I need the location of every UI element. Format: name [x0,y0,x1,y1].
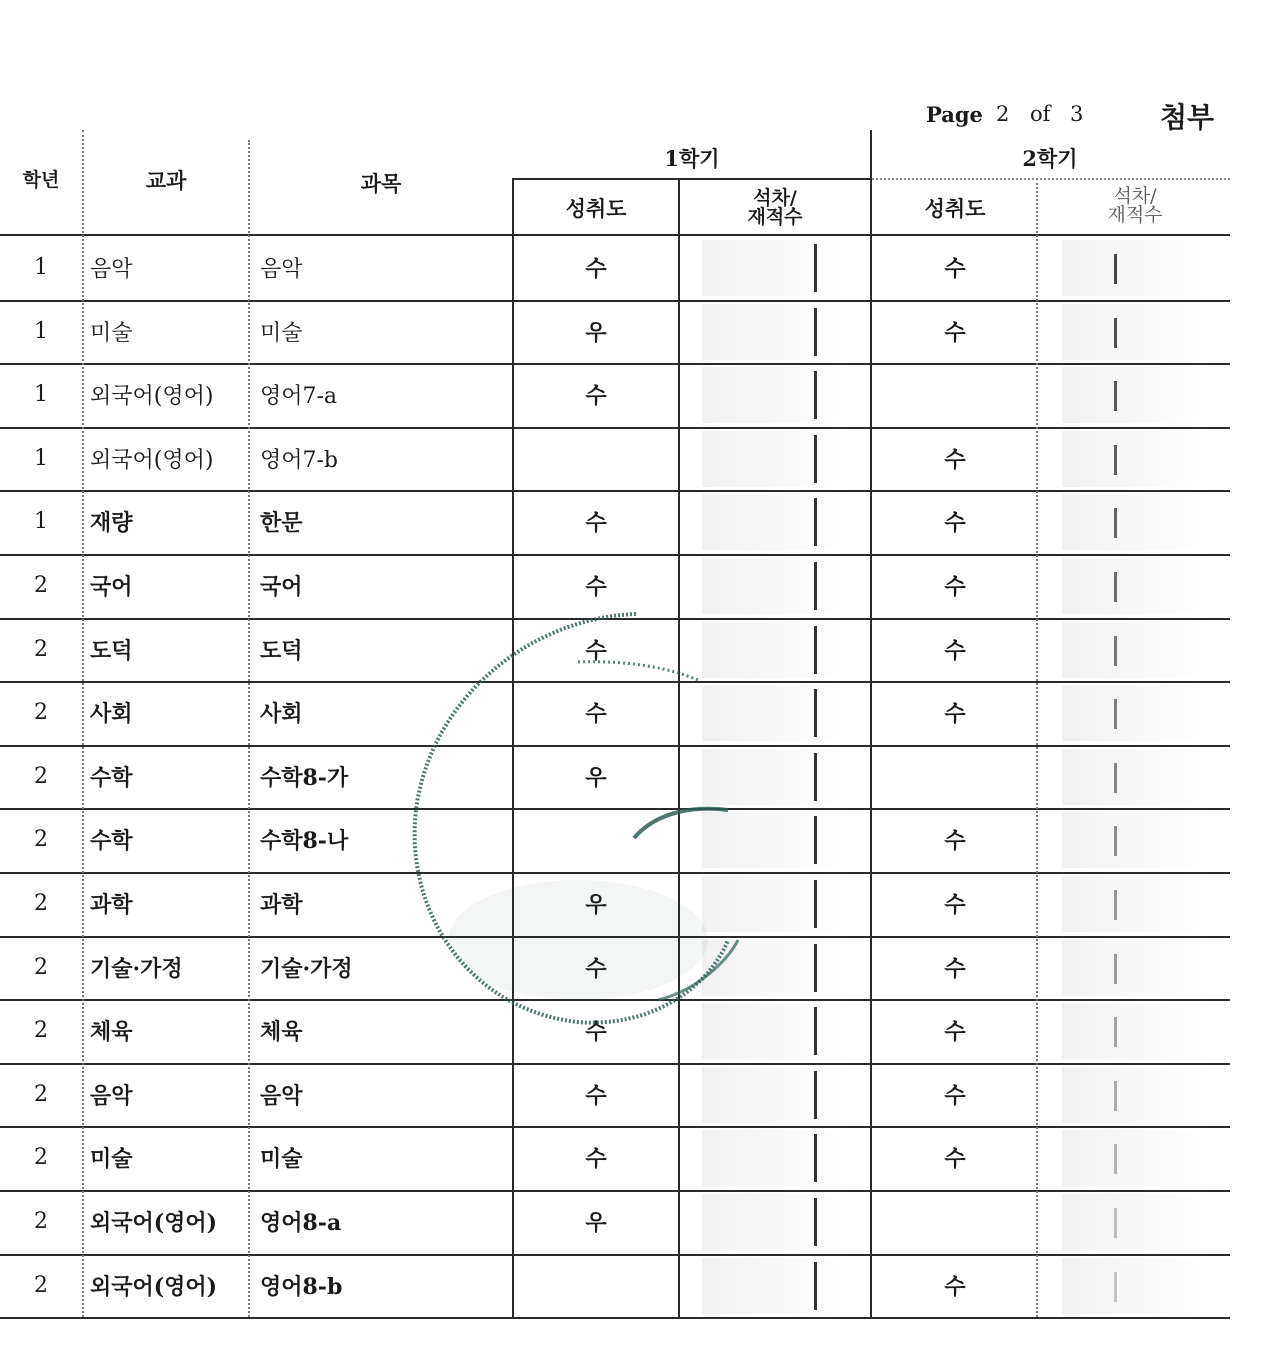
rule-col-grade [82,130,84,1317]
redacted-rank-sem2 [1062,1194,1212,1250]
redacted-rank-sem1 [702,685,852,741]
redaction-mark [814,1198,817,1246]
cell-sem1-achievement: 수 [585,510,607,537]
redaction-mark [1114,1017,1117,1047]
redaction-mark [814,371,817,419]
redacted-rank-sem2 [1062,749,1212,805]
rule-sem2-top [872,178,1230,180]
cell-category: 체육 [90,1019,133,1046]
cell-grade: 2 [34,827,48,853]
header-sem1-rank [680,180,870,236]
cell-subject: 국어 [260,574,303,601]
redacted-rank-sem1 [702,876,852,932]
cell-sem2-achievement: 수 [944,1274,966,1301]
redaction-mark [814,1262,817,1310]
redacted-rank-sem1 [702,1003,852,1059]
cell-category: 국어 [90,574,133,601]
header-sem2-rank-line1: 석차/ [1113,185,1157,207]
cell-subject: 영어8-a [260,1210,342,1237]
redacted-rank-sem1 [702,1130,852,1186]
cell-sem1-achievement: 수 [585,383,607,410]
page-current: 2 [996,102,1010,126]
redaction-mark [1114,445,1117,475]
cell-subject: 영어7-b [260,448,339,474]
redacted-rank-sem2 [1062,812,1212,868]
cell-sem2-achievement: 수 [944,447,966,474]
redacted-rank-sem2 [1062,240,1212,296]
redacted-rank-sem1 [702,494,852,550]
cell-grade: 1 [34,382,48,408]
page-label: Page [926,102,983,127]
cell-category: 음악 [90,257,133,283]
redaction-mark [814,944,817,992]
cell-subject: 음악 [260,257,303,283]
rule-col-sem1-achievement [678,178,680,1317]
header-subject: 과목 [360,170,402,196]
cell-subject: 미술 [260,321,303,347]
cell-category: 외국어(영어) [90,1274,218,1301]
cell-sem2-achievement: 수 [944,320,966,347]
redacted-rank-sem2 [1062,558,1212,614]
cell-sem2-achievement: 수 [944,256,966,283]
redaction-mark [814,498,817,546]
cell-sem1-achievement: 수 [585,1146,607,1173]
cell-category: 수학 [90,828,133,855]
redaction-mark [814,880,817,928]
redacted-rank-sem2 [1062,304,1212,360]
cell-sem1-achievement [514,1254,678,1318]
cell-sem1-achievement: 수 [585,256,607,283]
redacted-rank-sem2 [1062,876,1212,932]
cell-sem1-achievement: 수 [585,956,607,983]
header-grade: 학년 [22,168,60,191]
cell-sem2-achievement [872,363,1038,427]
cell-subject: 음악 [260,1083,303,1110]
cell-subject: 미술 [260,1146,303,1173]
cell-subject: 한문 [260,510,303,537]
cell-grade: 1 [34,446,48,472]
redaction-mark [1114,1081,1117,1111]
redaction-mark [1114,381,1117,411]
cell-grade: 2 [34,1273,48,1299]
redacted-rank-sem2 [1062,940,1212,996]
header-sem2-rank [1040,178,1230,234]
cell-sem1-achievement: 우 [585,1210,607,1237]
header-sem2-rank-line2: 재적수 [1107,204,1163,226]
cell-sem1-achievement: 수 [585,638,607,665]
redaction-mark [1114,318,1117,348]
cell-sem1-achievement: 수 [585,1083,607,1110]
cell-category: 미술 [90,321,133,347]
redaction-mark [1114,1144,1117,1174]
redacted-rank-sem2 [1062,494,1212,550]
cell-subject: 영어8-b [260,1274,343,1301]
cell-subject: 영어7-a [260,384,338,410]
cell-sem1-achievement: 수 [585,701,607,728]
cell-subject: 수학8-나 [260,828,349,855]
redacted-rank-sem1 [702,1194,852,1250]
cell-category: 기술·가정 [90,956,183,983]
redaction-mark [1114,954,1117,984]
redaction-mark [814,435,817,483]
header-sem2: 2학기 [1022,145,1078,171]
cell-category: 재량 [90,510,133,537]
redaction-mark [814,753,817,801]
cell-sem1-achievement: 우 [585,892,607,919]
cell-category: 도덕 [90,638,133,665]
redacted-rank-sem1 [702,304,852,360]
redacted-rank-sem1 [702,1258,852,1314]
redacted-rank-sem2 [1062,1130,1212,1186]
header-sem1-rank-line1: 석차/ [753,187,797,209]
redacted-rank-sem2 [1062,685,1212,741]
redaction-mark [1114,254,1117,284]
redacted-rank-sem2 [1062,431,1212,487]
rule-sem1-top [512,178,870,180]
page-of: of [1030,102,1051,126]
redaction-mark [1114,890,1117,920]
cell-sem2-achievement [872,1190,1038,1254]
page-header [920,96,1220,132]
cell-category: 외국어(영어) [90,448,214,474]
cell-sem2-achievement: 수 [944,956,966,983]
redaction-mark [1114,699,1117,729]
cell-grade: 1 [34,319,48,345]
cell-subject: 사회 [260,701,303,728]
redacted-rank-sem1 [702,622,852,678]
cell-sem1-achievement: 수 [585,1019,607,1046]
cell-grade: 2 [34,700,48,726]
cell-grade: 2 [34,1018,48,1044]
cell-subject: 과학 [260,892,303,919]
cell-sem2-achievement: 수 [944,638,966,665]
cell-grade: 1 [34,255,48,281]
cell-grade: 2 [34,955,48,981]
cell-grade: 2 [34,891,48,917]
header-sem1: 1학기 [664,145,720,171]
redacted-rank-sem1 [702,558,852,614]
cell-grade: 2 [34,764,48,790]
redaction-mark [814,689,817,737]
attachment-label: 첨부 [1160,101,1215,134]
cell-sem2-achievement: 수 [944,510,966,537]
cell-grade: 2 [34,1082,48,1108]
redacted-rank-sem1 [702,940,852,996]
redaction-mark [1114,763,1117,793]
cell-subject: 수학8-가 [260,765,349,792]
cell-sem2-achievement: 수 [944,828,966,855]
header-sem2-achievement: 성취도 [924,195,986,221]
redacted-rank-sem2 [1062,622,1212,678]
cell-category: 과학 [90,892,133,919]
redaction-mark [814,308,817,356]
redaction-mark [814,1007,817,1055]
cell-grade: 2 [34,1209,48,1235]
cell-sem1-achievement: 우 [585,765,607,792]
header-category: 교과 [145,167,187,193]
cell-category: 수학 [90,765,133,792]
cell-sem2-achievement: 수 [944,1019,966,1046]
cell-sem1-achievement: 우 [585,320,607,347]
redacted-rank-sem1 [702,1067,852,1123]
redacted-rank-sem1 [702,240,852,296]
cell-category: 외국어(영어) [90,384,214,410]
grade-table [0,130,1280,1358]
redaction-mark [814,1134,817,1182]
cell-subject: 도덕 [260,638,303,665]
cell-sem2-achievement: 수 [944,892,966,919]
cell-sem1-achievement: 수 [585,574,607,601]
redaction-mark [1114,636,1117,666]
cell-grade: 2 [34,573,48,599]
cell-sem2-achievement: 수 [944,574,966,601]
cell-subject: 체육 [260,1019,303,1046]
cell-sem2-achievement: 수 [944,1146,966,1173]
redaction-mark [1114,508,1117,538]
redaction-mark [814,1071,817,1119]
redaction-mark [814,244,817,292]
redaction-mark [814,816,817,864]
page-total: 3 [1070,102,1084,126]
redaction-mark [1114,572,1117,602]
redaction-mark [1114,1208,1117,1238]
cell-sem2-achievement [872,745,1038,809]
cell-grade: 1 [34,509,48,535]
cell-grade: 2 [34,637,48,663]
cell-sem1-achievement [514,427,678,491]
redacted-rank-sem1 [702,812,852,868]
cell-sem2-achievement: 수 [944,701,966,728]
cell-sem2-achievement: 수 [944,1083,966,1110]
cell-grade: 2 [34,1145,48,1171]
header-sem1-rank-line2: 재적수 [747,206,803,228]
cell-category: 사회 [90,701,133,728]
redacted-rank-sem1 [702,367,852,423]
cell-subject: 기술·가정 [260,956,353,983]
redacted-rank-sem1 [702,431,852,487]
header-sem1-achievement: 성취도 [565,195,627,221]
redacted-rank-sem2 [1062,1258,1212,1314]
redaction-mark [814,626,817,674]
redacted-rank-sem1 [702,749,852,805]
cell-category: 외국어(영어) [90,1210,218,1237]
cell-sem1-achievement [514,808,678,872]
redaction-mark [1114,826,1117,856]
redacted-rank-sem2 [1062,1067,1212,1123]
cell-category: 음악 [90,1083,133,1110]
redaction-mark [814,562,817,610]
cell-category: 미술 [90,1146,133,1173]
redacted-rank-sem2 [1062,367,1212,423]
redacted-rank-sem2 [1062,1003,1212,1059]
redaction-mark [1114,1272,1117,1302]
